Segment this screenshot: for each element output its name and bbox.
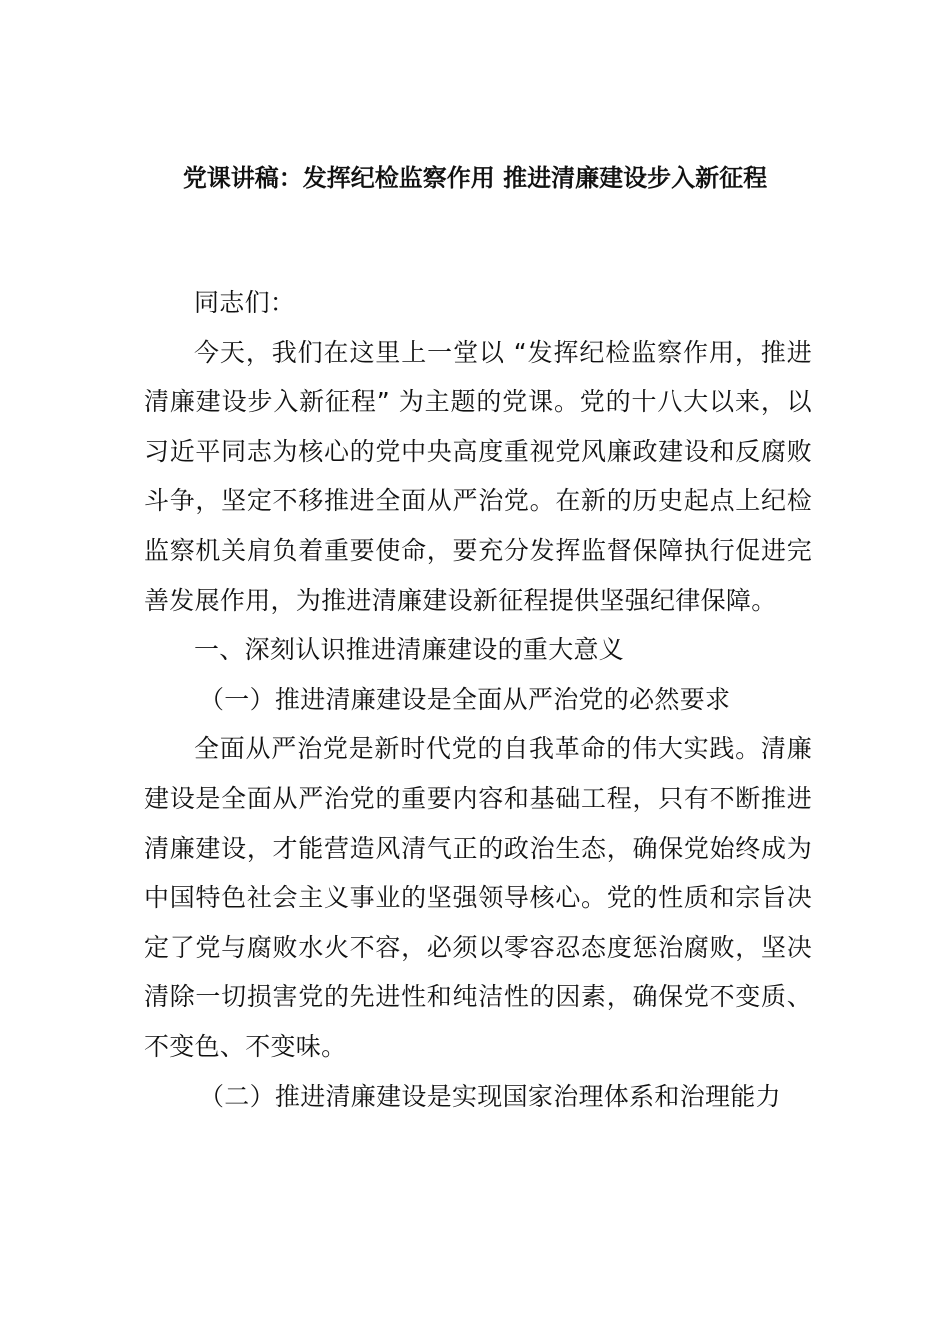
document-title: 党课讲稿：发挥纪检监察作用 推进清廉建设步入新征程 <box>182 164 768 192</box>
subsection-1-heading: （一）推进清廉建设是全面从严治党的必然要求 <box>199 684 731 714</box>
intro-paragraph: 今天，我们在这里上一堂以 “发挥纪检监察作用，推进清廉建设步入新征程” 为主题的党课。党的十八大以来，以习近平同志为核心的党中央高度重视党风廉政建设和反腐败斗争，坚定不移推进全面从严治党。在新的历史起点上纪检监察机关肩负着重要使命，要充分发挥监督保障执行促进完善发展作用，为推进清廉建设新征程提供坚强纪律保障。 <box>144 337 812 615</box>
subsection-1-body: 全面从严治党是新时代党的自我革命的伟大实践。清廉建设是全面从严治党的重要内容和基础工程，只有不断推进清廉建设，才能营造风清气正的政治生态，确保党始终成为中国特色社会主义事业的坚强领导核心。党的性质和宗旨决定了党与腐败水火不容，必须以零容忍态度惩治腐败，坚决清除一切损害党的先进性和纯洁性的因素，确保党不变质、不变色、不变味。 <box>144 734 812 1061</box>
subsection-2-heading: （二）推进清廉建设是实现国家治理体系和治理能力 <box>199 1081 781 1111</box>
section-1-heading: 一、深刻认识推进清廉建设的重大意义 <box>194 635 625 665</box>
salutation: 同志们： <box>194 288 296 317</box>
document-body <box>144 278 812 1121</box>
